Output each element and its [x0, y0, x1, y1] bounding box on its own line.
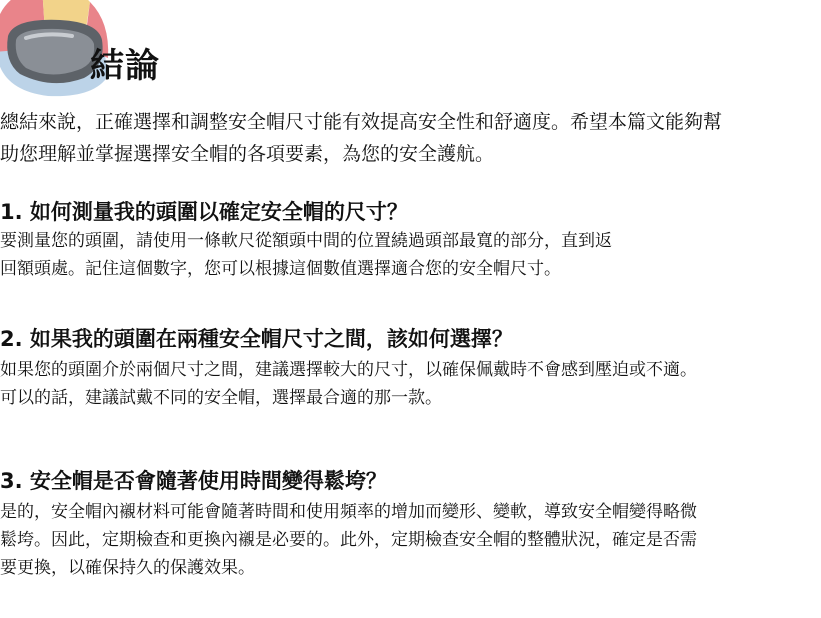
faq-answer-1: 要測量您的頭圍，請使用一條軟尺從額頭中間的位置繞過頭部最寬的部分，直到返 回額頭處。記住這個數字，您可以根據這個數值選擇適合您的安全帽尺寸。: [0, 231, 612, 279]
faq-question-2: 2. 如果我的頭圍在兩種安全帽尺寸之間，該如何選擇？: [0, 327, 513, 351]
faq-question-1: 1. 如何測量我的頭圍以確定安全帽的尺寸？: [0, 200, 408, 224]
intro-paragraph: 總結來說，正確選擇和調整安全帽尺寸能有效提高安全性和舒適度。希望本篇文能夠幫 助您理解並掌握選擇安全帽的各項要素，為您的安全護航。: [0, 111, 723, 165]
faq-answer-3: 是的，安全帽內襯材料可能會隨著時間和使用頻率的增加而變形、變軟，導致安全帽變得略微 鬆垮。因此，定期檢查和更換內襯是必要的。此外，定期檢查安全帽的整體狀況，確定是否需 要更換，以確保持久的保護效果。: [0, 502, 697, 578]
section-title: 結論: [90, 46, 160, 86]
faq-answer-2: 如果您的頭圍介於兩個尺寸之間，建議選擇較大的尺寸，以確保佩戴時不會感到壓迫或不適。 可以的話，建議試戴不同的安全帽，選擇最合適的那一款。: [0, 360, 697, 408]
faq-question-3: 3. 安全帽是否會隨著使用時間變得鬆垮？: [0, 469, 387, 493]
